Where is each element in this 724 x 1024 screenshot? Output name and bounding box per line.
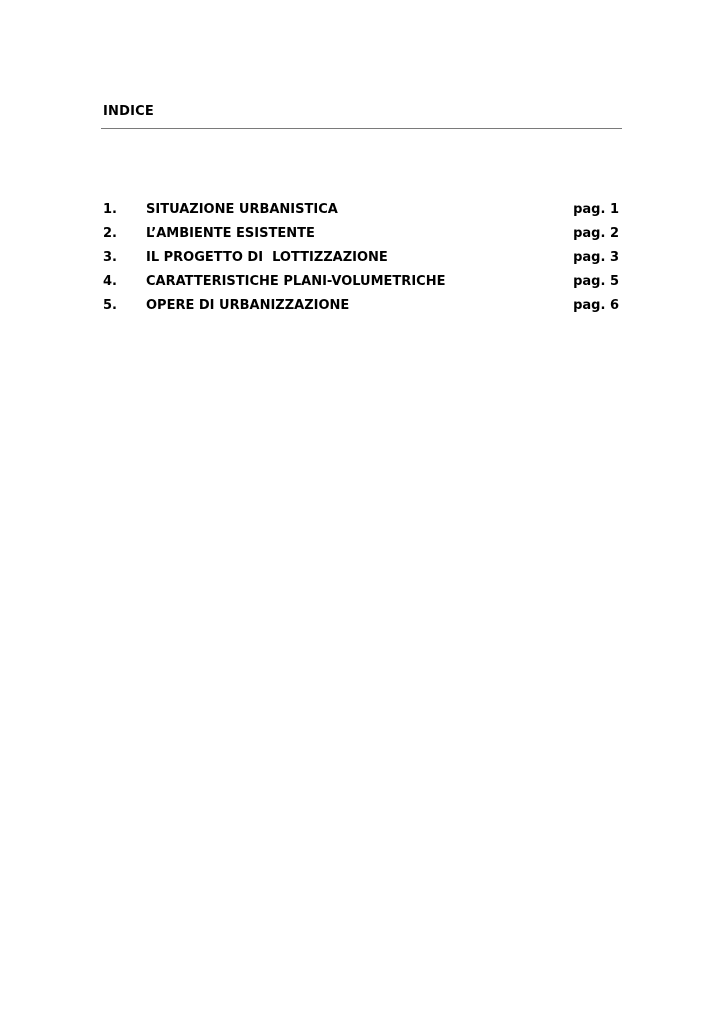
toc-entry-title: L’AMBIENTE ESISTENTE <box>146 226 315 241</box>
toc-entry-page: pag. 6 <box>573 298 619 313</box>
toc-entry-page: pag. 2 <box>573 226 619 241</box>
toc-entry-number: 5. <box>103 298 117 313</box>
toc-entry <box>103 297 621 321</box>
toc-entry-title: CARATTERISTICHE PLANI-VOLUMETRICHE <box>146 274 446 289</box>
toc-entry-number: 3. <box>103 250 117 265</box>
toc-entry-page: pag. 5 <box>573 274 619 289</box>
toc-entry-number: 4. <box>103 274 117 289</box>
title-divider <box>101 128 622 129</box>
toc-entry <box>103 225 621 249</box>
toc-entry-number: 2. <box>103 226 117 241</box>
toc-entry-number: 1. <box>103 202 117 217</box>
toc-entry <box>103 249 621 273</box>
toc-entry <box>103 201 621 225</box>
table-of-contents <box>103 201 621 321</box>
toc-entry-page: pag. 1 <box>573 202 619 217</box>
toc-entry-title: IL PROGETTO DI LOTTIZZAZIONE <box>146 250 388 265</box>
toc-entry-title: SITUAZIONE URBANISTICA <box>146 202 338 217</box>
toc-entry-page: pag. 3 <box>573 250 619 265</box>
page-title: INDICE <box>103 104 154 119</box>
toc-entry-title: OPERE DI URBANIZZAZIONE <box>146 298 350 313</box>
toc-entry <box>103 273 621 297</box>
